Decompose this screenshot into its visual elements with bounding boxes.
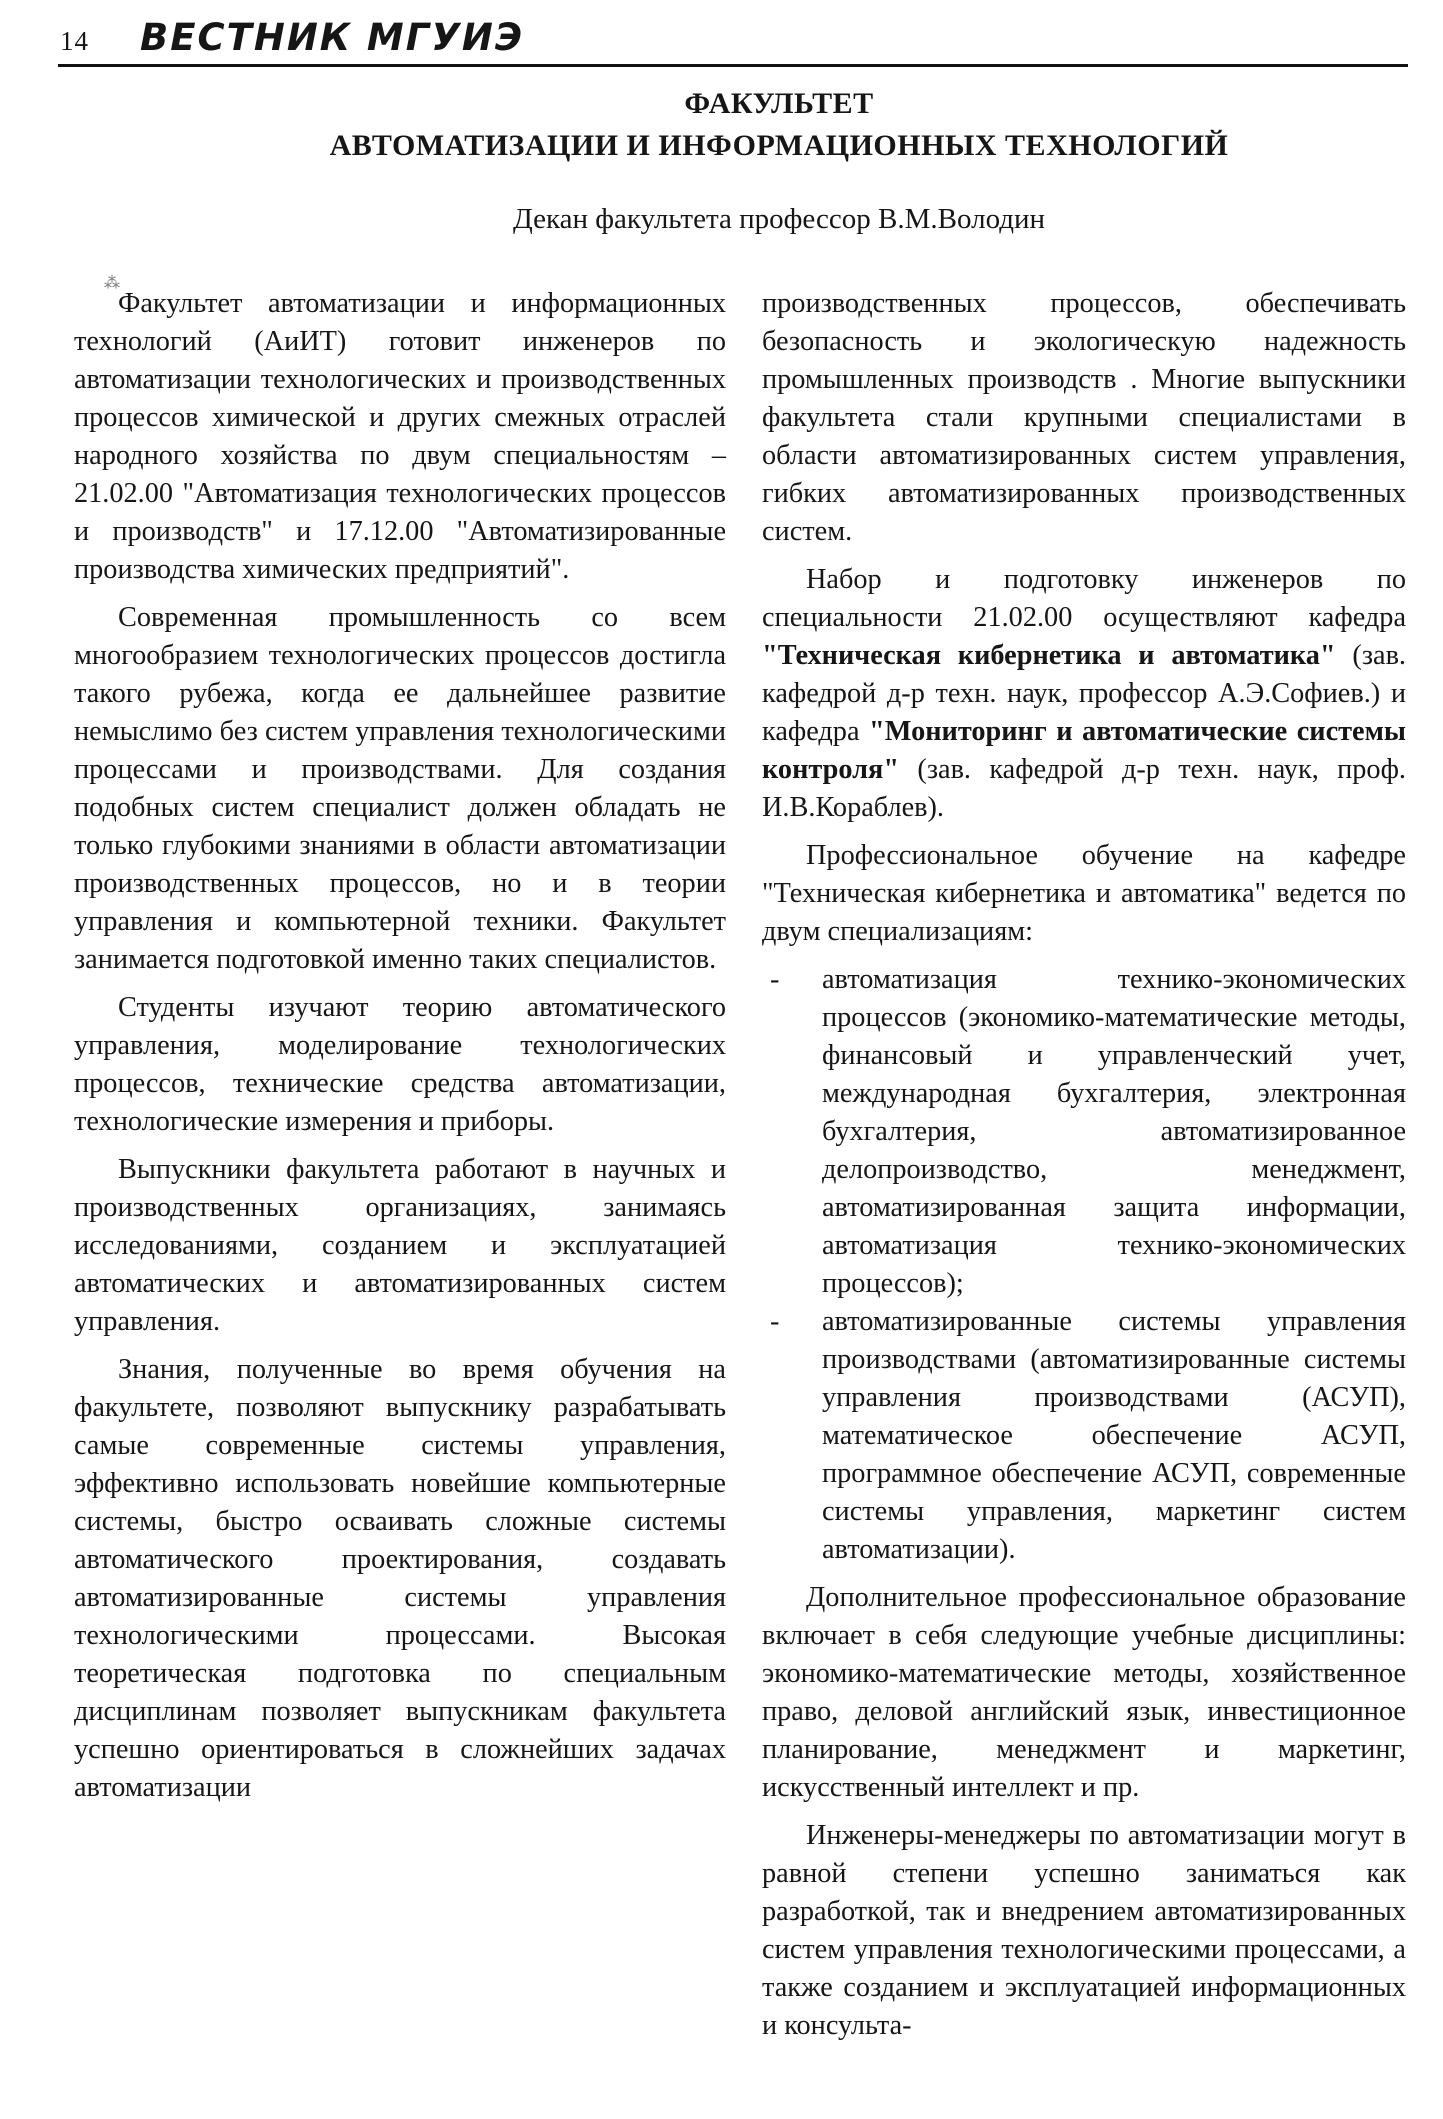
paragraph: Выпускники факультета работают в научных и производственных организациях, занимаясь исследованиями, созданием и эксплуатацией автоматических и автоматизированных систем управления. (74, 1154, 726, 1337)
list-item (762, 961, 1406, 1303)
scan-speck: ⁂ (104, 275, 120, 292)
list-item-text: автоматизированные системы управления производствами (автоматизированные системы управления производствами (АСУП), математическое обеспечение АСУП, программное обеспечение АСУП, современные системы управления, маркетинг систем автоматизации). (822, 1306, 1406, 1565)
text-run: (зав. кафедрой д-р техн. наук, проф. И.В.Кораблев). (762, 754, 1406, 823)
dash-marker: - (770, 964, 780, 995)
paragraph: Знания, полученные во время обучения на факультете, позволяют выпускнику разрабатывать самые современные системы управления, эффективно использовать новейшие компьютерные системы, быстро осваивать сложные системы автоматического проектирования, создавать автоматизированные системы управления технологическими процессами. Высокая теоретическая подготовка по специальным дисциплинам позволяет выпускникам факультета успешно ориентироваться в сложнейших задачах автоматизации (74, 1354, 726, 1803)
list-item-text: автоматизация технико-экономических процессов (экономико-математические методы, финансовый и управленческий учет, международная бухгалтерия, электронная бухгалтерия, автоматизированное делопроизводство, менеджмент, автоматизированная защита информации, автоматизация технико-экономических процессов); (822, 964, 1406, 1299)
specialization-list (762, 961, 1406, 1569)
paragraph: Профессиональное обучение на кафедре "Техническая кибернетика и автоматика" ведется по двум специализациям: (762, 840, 1406, 947)
article-title (150, 83, 1408, 167)
text-run: Набор и подготовку инженеров по специальности 21.02.00 осуществляют кафедра (762, 564, 1406, 633)
page-number: 14 (60, 26, 89, 56)
paragraph-departments (762, 561, 1406, 827)
journal-title: ВЕСТНИК МГУИЭ (140, 16, 524, 59)
left-column (74, 285, 726, 1817)
list-item (762, 1303, 1406, 1569)
dash-marker: - (770, 1306, 780, 1337)
department-name: "Техническая кибернетика и автоматика" (762, 640, 1336, 671)
title-line-1: ФАКУЛЬТЕТ (684, 87, 874, 120)
title-line-2: АВТОМАТИЗАЦИИ И ИНФОРМАЦИОННЫХ ТЕХНОЛОГИЙ (329, 129, 1229, 162)
paragraph: Дополнительное профессиональное образование включает в себя следующие учебные дисциплины: экономико-математические методы, хозяйственное право, деловой английский язык, инвестиционное планирование, менеджмент и маркетинг, искусственный интеллект и пр. (762, 1582, 1406, 1803)
paragraph: Факультет автоматизации и информационных технологий (АиИТ) готовит инженеров по автоматизации технологических и производственных процессов химической и других смежных отраслей народного хозяйства по двум специальностям – 21.02.00 "Автоматизация технологических процессов и производств" и 17.12.00 "Автоматизированные производства химических предприятий". (74, 288, 726, 585)
department-name: "Мониторинг и автоматические системы контроля" (762, 716, 1406, 785)
paragraph: Современная промышленность со всем многообразием технологических процессов достигла такого рубежа, когда ее дальнейшее развитие немыслимо без систем управления технологическими процессами и производствами. Для создания подобных систем специалист должен обладать не только глубокими знаниями в области автоматизации производственных процессов, но и в теории управления и компьютерной техники. Факультет занимается подготовкой именно таких специалистов. (74, 602, 726, 975)
paragraph: Инженеры-менеджеры по автоматизации могут в равной степени успешно заниматься как разработкой, так и внедрением автоматизированных систем управления технологическими процессами, а также созданием и эксплуатацией информационных и консульта- (762, 1820, 1406, 2041)
paragraph-continued: производственных процессов, обеспечивать безопасность и экологическую надежность промышленных производств . Многие выпускники факультета стали крупными специалистами в области автоматизированных систем управления, гибких автоматизированных производственных систем. (762, 288, 1406, 547)
header-rule (58, 64, 1408, 67)
text-run: (зав. кафедрой д-р техн. наук, профессор А.Э.Софиев.) и кафедра (762, 640, 1407, 747)
right-column (762, 285, 1406, 2055)
author-line: Декан факультета профессор В.М.Володин (512, 203, 1046, 235)
paragraph: Студенты изучают теорию автоматического управления, моделирование технологических процессов, технические средства автоматизации, технологические измерения и приборы. (74, 992, 726, 1137)
